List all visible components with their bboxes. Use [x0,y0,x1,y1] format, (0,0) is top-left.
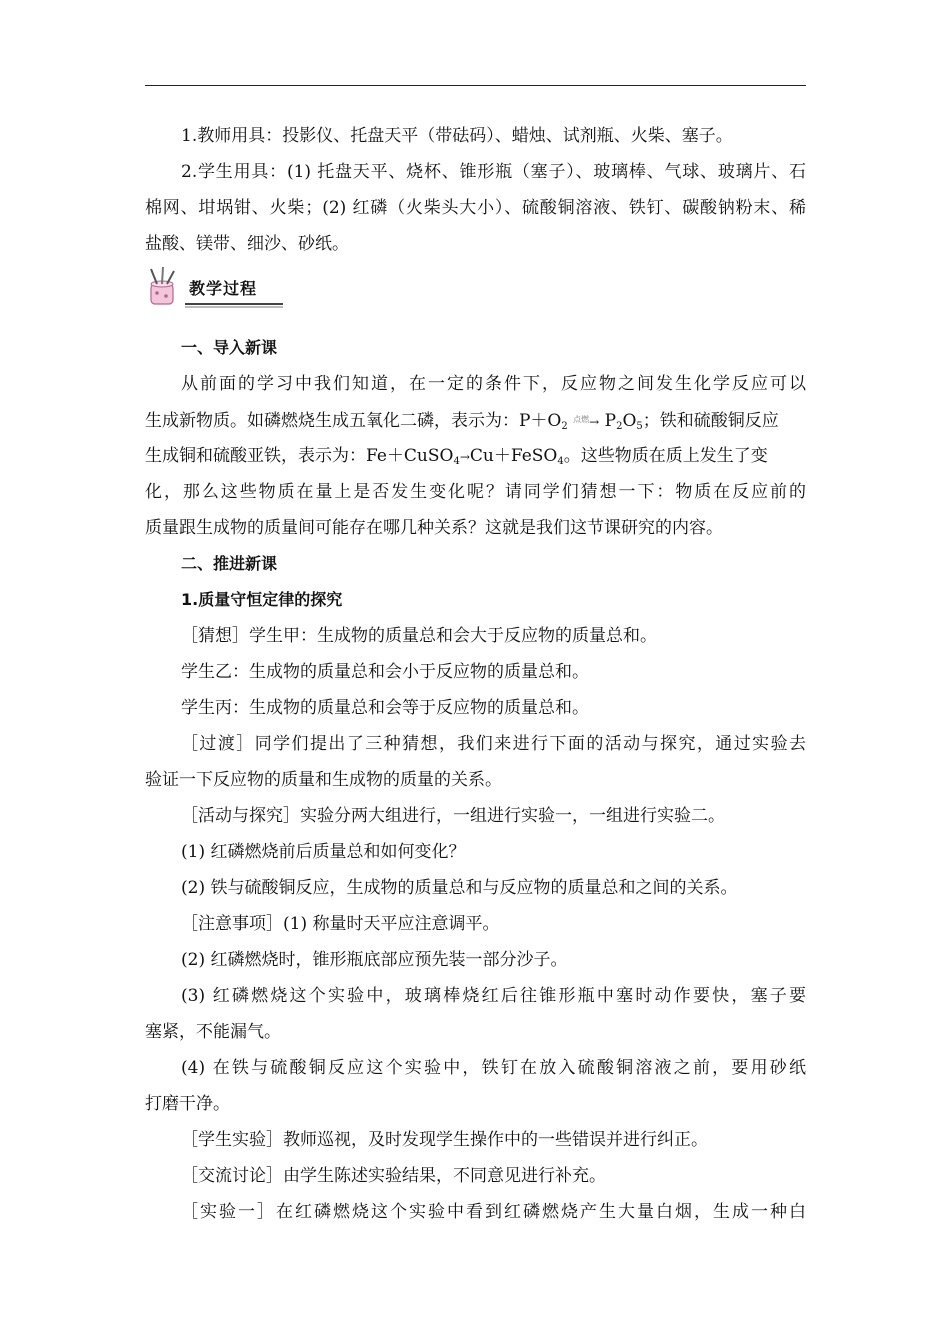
transition-line-1: ［过渡］同学们提出了三种猜想，我们来进行下面的活动与探究，通过实验去 [181,734,806,754]
document-body [145,118,806,1230]
intro-paragraph-line-3: 生成铜和硫酸亚铁，表示为：Fe＋CuSO$_4$→Cu＋FeSO$_4$。这些物质在质上发生了变 [145,446,768,467]
notes-4-line-2: 打磨干净。 [145,1094,230,1114]
notes-2: (2) 红磷燃烧时，锥形瓶底部应预先装一部分沙子。 [181,950,568,970]
intro-paragraph-line-4: 化，那么这些物质在量上是否发生变化呢？请同学们猜想一下：物质在反应前的 [145,482,806,502]
student-materials-line-3: 盐酸、镁带、细沙、砂纸。 [145,234,349,254]
experiment-1: ［实验一］在红磷燃烧这个实验中看到红磷燃烧产生大量白烟，生成一种白 [181,1202,806,1222]
student-materials-line-1: 2.学生用具：(1) 托盘天平、烧杯、锥形瓶（塞子）、玻璃棒、气球、玻璃片、石 [181,162,806,182]
reaction-condition: 点燃 [573,415,590,424]
intro-paragraph-line-5: 质量跟生成物的质量间可能存在哪几种关系？这就是我们这节课研究的内容。 [145,518,723,538]
teacher-materials: 1.教师用具：投影仪、托盘天平（带砝码）、蜡烛、试剂瓶、火柴、塞子。 [181,126,733,146]
intro-heading: 一、导入新课 [181,338,278,357]
reaction-arrow: → [589,415,600,429]
discussion: ［交流讨论］由学生陈述实验结果，不同意见进行补充。 [181,1166,606,1186]
hypothesis-b: 学生乙：生成物的质量总和会小于反应物的质量总和。 [181,662,589,682]
student-experiment: ［学生实验］教师巡视，及时发现学生操作中的一些错误并进行纠正。 [181,1130,708,1150]
notes-3-line-2: 塞紧，不能漏气。 [145,1022,281,1042]
notes-4-line-1: (4) 在铁与硫酸铜反应这个实验中，铁钉在放入硫酸铜溶液之前，要用砂纸 [181,1058,806,1078]
header-rule [145,85,806,86]
hypothesis-c: 学生丙：生成物的质量总和会等于反应物的质量总和。 [181,698,589,718]
notes-1: ［注意事项］(1) 称量时天平应注意调平。 [181,914,500,934]
question-2: (2) 铁与硫酸铜反应，生成物的质量总和与反应物的质量总和之间的关系。 [181,878,738,898]
hypothesis-a: ［猜想］学生甲：生成物的质量总和会大于反应物的质量总和。 [181,626,657,646]
transition-line-2: 验证一下反应物的质量和生成物的质量的关系。 [145,770,502,790]
new-lesson-heading: 二、推进新课 [181,554,278,573]
section-banner-title: 教学过程 [189,279,258,298]
intro-paragraph-line-2: 生成新物质。如磷燃烧生成五氧化二磷，表示为：$P+O_2$ 点燃→ $P_2O_5$；铁和硫酸铜反应 [145,402,806,438]
new-lesson-subheading: 1.质量守恒定律的探究 [181,590,343,609]
notes-3-line-1: (3) 红磷燃烧这个实验中，玻璃棒烧红后往锥形瓶中塞时动作要快，塞子要 [181,986,806,1006]
question-1: (1) 红磷燃烧前后质量总和如何变化？ [181,842,466,862]
intro-paragraph-line-1: 从前面的学习中我们知道，在一定的条件下，反应物之间发生化学反应可以 [181,374,806,394]
reaction-arrow: → [459,450,470,464]
student-materials-line-2: 棉网、坩埚钳、火柴；(2) 红磷（火柴头大小）、硫酸铜溶液、铁钉、碳酸钠粉末、稀 [145,198,806,218]
section-banner [145,262,806,314]
activity-line: ［活动与探究］实验分两大组进行，一组进行实验一，一组进行实验二。 [181,806,725,826]
